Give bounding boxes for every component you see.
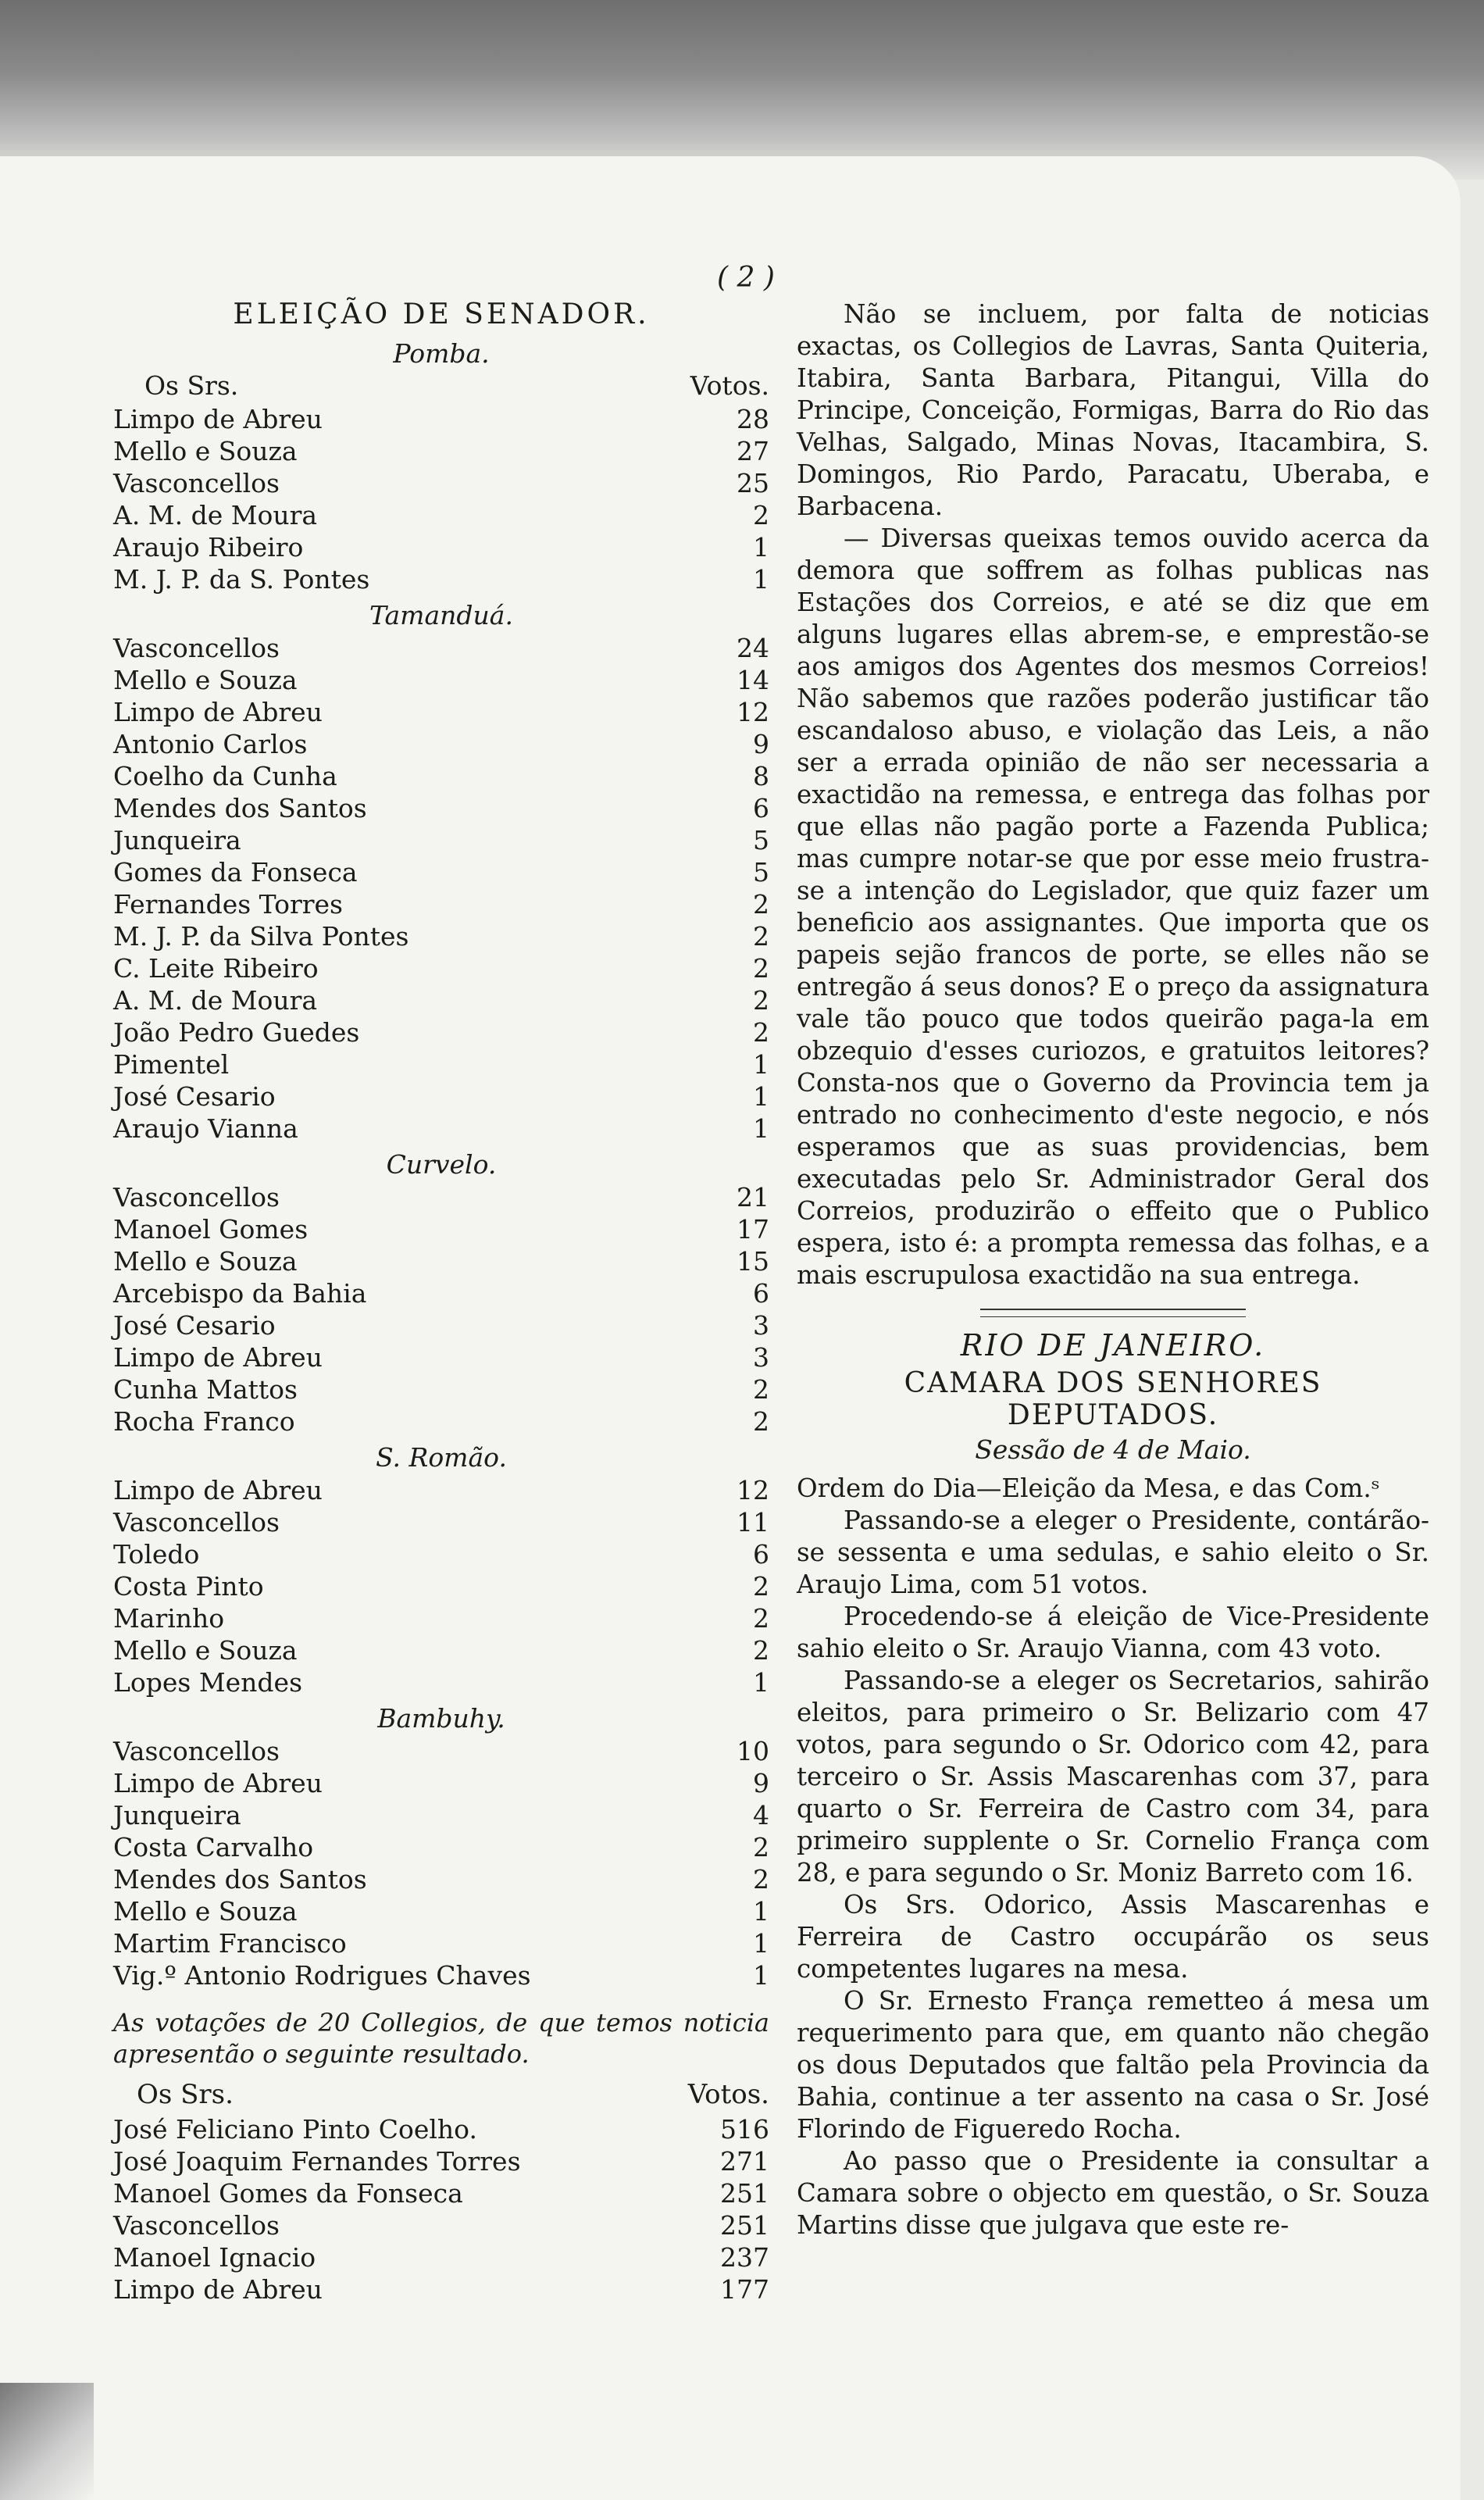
candidate-name: Vasconcellos	[113, 2210, 280, 2241]
vote-row	[113, 1767, 769, 1799]
collegio-heading: S. Romão.	[376, 1442, 507, 1473]
candidate-name: Limpo de Abreu	[113, 1768, 323, 1798]
vote-row	[113, 1341, 769, 1373]
vote-count: 1	[753, 532, 769, 562]
vote-count: 3	[753, 1342, 769, 1373]
candidate-name: Limpo de Abreu	[113, 697, 323, 727]
vote-count: 25	[737, 468, 769, 498]
candidate-name: Vig.º Antonio Rodrigues Chaves	[113, 1960, 531, 1991]
vote-count: 2	[753, 1635, 769, 1666]
vote-row	[113, 1570, 769, 1602]
vote-row	[113, 792, 769, 824]
candidate-name: Limpo de Abreu	[113, 2274, 323, 2305]
candidate-name: Limpo de Abreu	[113, 1475, 323, 1505]
final-os-srs: Os Srs.	[137, 2079, 234, 2110]
vote-count: 2	[753, 1832, 769, 1862]
vote-count: 1	[753, 1049, 769, 1080]
vote-row	[113, 1245, 769, 1277]
left-column	[113, 298, 769, 2305]
scan-background	[0, 0, 1484, 180]
vote-count: 21	[737, 1182, 769, 1212]
vote-count: 12	[737, 697, 769, 727]
candidate-name: Mello e Souza	[113, 1896, 298, 1927]
vote-count: 6	[753, 1539, 769, 1570]
candidate-name: Rocha Franco	[113, 1406, 295, 1437]
vote-count: 2	[753, 953, 769, 984]
election-title: ELEIÇÃO DE SENADOR.	[233, 298, 650, 330]
vote-row	[113, 1602, 769, 1634]
page-edge-shadow	[0, 2383, 94, 2500]
candidate-name: Vasconcellos	[113, 1182, 280, 1212]
vote-count: 6	[753, 1278, 769, 1309]
candidate-name: Mendes dos Santos	[113, 1864, 367, 1895]
vote-count: 28	[737, 404, 769, 434]
vote-row	[113, 1277, 769, 1309]
vote-row	[113, 1666, 769, 1698]
chamber-heading: CAMARA DOS SENHORES DEPUTADOS.	[904, 1367, 1322, 1431]
vote-count: 2	[753, 1406, 769, 1437]
vote-row	[113, 435, 769, 467]
final-results	[113, 2113, 769, 2305]
candidate-name: Mello e Souza	[113, 1635, 298, 1666]
vote-row	[113, 920, 769, 952]
vote-count: 1	[753, 1960, 769, 1991]
paragraph-requerimento: O Sr. Ernesto França remetteo á mesa um requerimento para que, em quanto não chegão os dous Deputados que faltão pela Provincia da Bahia, continue a ter assento na casa o Sr. José Florindo de Figueredo Rocha.	[797, 1986, 1429, 2144]
vote-row	[113, 1405, 769, 1438]
paragraph-consult: Ao passo que o Presidente ia consultar a Camara sobre o objecto em questão, o Sr. Souza Martins disse que julgava que este re-	[797, 2146, 1429, 2240]
vote-count: 2	[753, 985, 769, 1016]
vote-count: 2	[753, 921, 769, 952]
candidate-name: A. M. de Moura	[113, 985, 318, 1016]
final-header	[113, 2079, 769, 2113]
os-srs-label: Os Srs.	[144, 370, 239, 401]
vote-row	[113, 1474, 769, 1506]
vote-row	[113, 984, 769, 1016]
vote-count: 2	[753, 500, 769, 530]
final-vote-row	[113, 2273, 769, 2305]
candidate-name: Arcebispo da Bahia	[113, 1278, 367, 1309]
vote-count: 1	[753, 564, 769, 595]
vote-row	[113, 632, 769, 664]
vote-count: 1	[753, 1928, 769, 1959]
candidate-name: Junqueira	[113, 825, 241, 855]
vote-count: 2	[753, 1603, 769, 1634]
vote-count: 516	[720, 2114, 769, 2145]
vote-count: 12	[737, 1475, 769, 1505]
vote-row	[113, 1016, 769, 1048]
vote-count: 2	[753, 1017, 769, 1048]
candidate-name: José Cesario	[113, 1081, 276, 1112]
vote-row	[113, 1895, 769, 1927]
candidate-name: M. J. P. da S. Pontes	[113, 564, 370, 595]
collegio-heading: Bambuhy.	[377, 1703, 505, 1734]
vote-row	[113, 856, 769, 888]
vote-row	[113, 531, 769, 563]
candidate-name: Fernandes Torres	[113, 889, 343, 920]
vote-count: 237	[720, 2242, 769, 2273]
candidate-name: Vasconcellos	[113, 1507, 280, 1538]
final-vote-row	[113, 2113, 769, 2145]
vote-row	[113, 467, 769, 499]
candidate-name: Antonio Carlos	[113, 729, 308, 759]
vote-count: 11	[737, 1507, 769, 1538]
vote-count: 4	[753, 1800, 769, 1830]
candidate-name: Coelho da Cunha	[113, 761, 337, 791]
vote-count: 271	[720, 2146, 769, 2177]
vote-row	[113, 696, 769, 728]
final-votos: Votos.	[687, 2079, 769, 2110]
vote-row	[113, 1506, 769, 1538]
vote-row	[113, 1799, 769, 1831]
vote-count: 17	[737, 1214, 769, 1245]
vote-row	[113, 563, 769, 595]
vote-count: 9	[753, 729, 769, 759]
vote-count: 2	[753, 1571, 769, 1602]
candidate-name: Marinho	[113, 1603, 225, 1634]
vote-count: 1	[753, 1667, 769, 1698]
vote-count: 6	[753, 793, 769, 823]
candidate-name: M. J. P. da Silva Pontes	[113, 921, 409, 952]
page-number: ( 2 )	[717, 262, 775, 294]
candidate-name: A. M. de Moura	[113, 500, 318, 530]
vote-count: 8	[753, 761, 769, 791]
section-divider	[980, 1309, 1246, 1317]
vote-row	[113, 1309, 769, 1341]
vote-row	[113, 1735, 769, 1767]
vote-row	[113, 403, 769, 435]
candidate-name: Araujo Ribeiro	[113, 532, 304, 562]
vote-count: 3	[753, 1310, 769, 1341]
vote-count: 1	[753, 1081, 769, 1112]
candidate-name: José Feliciano Pinto Coelho.	[113, 2114, 477, 2145]
vote-count: 2	[753, 889, 769, 920]
vote-count: 251	[720, 2178, 769, 2209]
vote-count: 1	[753, 1113, 769, 1144]
paragraph-vice-president: Procedendo-se á eleição de Vice-Presidente sahio eleito o Sr. Araujo Vianna, com 43 voto.	[797, 1602, 1429, 1663]
vote-count: 177	[720, 2274, 769, 2305]
paragraph-secretaries: Passando-se a eleger os Secretarios, sahirão eleitos, para primeiro o Sr. Belizario com 47 votos, para segundo o Sr. Odorico com 42, para terceiro o Sr. Assis Mascarenhas com 37, para quarto o Sr. Ferreira de Castro com 34, para primeiro supplente o Sr. Cornelio França com 28, e para segundo o Sr. Moniz Barreto com 16.	[797, 1666, 1429, 1888]
final-vote-row	[113, 2209, 769, 2241]
vote-count: 24	[737, 633, 769, 663]
collegio-heading: Pomba.	[393, 338, 490, 369]
final-vote-row	[113, 2241, 769, 2273]
vote-count: 2	[753, 1374, 769, 1405]
vote-count: 5	[753, 857, 769, 888]
candidate-name: Pimentel	[113, 1049, 230, 1080]
candidate-name: Araujo Vianna	[113, 1113, 298, 1144]
candidate-name: Junqueira	[113, 1800, 241, 1830]
vote-row	[113, 1080, 769, 1112]
candidate-name: C. Leite Ribeiro	[113, 953, 319, 984]
vote-count: 15	[737, 1246, 769, 1277]
vote-row	[113, 1863, 769, 1895]
final-vote-row	[113, 2145, 769, 2177]
vote-row	[113, 1112, 769, 1145]
candidate-name: Lopes Mendes	[113, 1667, 303, 1698]
vote-row	[113, 888, 769, 920]
vote-row	[113, 824, 769, 856]
votos-label: Votos.	[690, 370, 769, 401]
candidate-name: Mello e Souza	[113, 1246, 298, 1277]
column-header	[113, 370, 769, 403]
vote-count: 27	[737, 436, 769, 466]
candidate-name: Manoel Gomes	[113, 1214, 309, 1245]
vote-count: 14	[737, 665, 769, 695]
vote-count: 1	[753, 1896, 769, 1927]
candidate-name: Vasconcellos	[113, 468, 280, 498]
vote-row	[113, 728, 769, 760]
candidate-name: Vasconcellos	[113, 633, 280, 663]
candidate-name: João Pedro Guedes	[113, 1017, 360, 1048]
election-groups	[113, 338, 769, 1991]
final-vote-row	[113, 2177, 769, 2209]
vote-count: 2	[753, 1864, 769, 1895]
candidate-name: Costa Carvalho	[113, 1832, 314, 1862]
vote-row	[113, 664, 769, 696]
vote-count: 5	[753, 825, 769, 855]
vote-row	[113, 1181, 769, 1213]
results-note: As votações de 20 Collegios, de que temos noticia apresentão o seguinte resultado.	[113, 2008, 769, 2069]
right-column	[797, 298, 1429, 2241]
paragraph-postal-complaints: — Diversas queixas temos ouvido acerca da demora que soffrem as folhas publicas nas Estações dos Correios, e até se diz que em alguns lugares ellas abrem-se, e emprestão-se aos amigos dos Agentes dos mesmos Correios! Não sabemos que razões poderão justificar tão escandaloso abuso, e violação das Leis, a não ser a errada opinião de não ser necessaria a exactidão na remessa, e entrega das folhas por que ellas não pagão porte a Fazenda Publica; mas cumpre notar-se que por esse meio frustra-se a intenção do Legislador, que quiz fazer um beneficio aos assignantes. Que importa que os papeis sejão francos de porte, se elles não se entregão á seus donos? E o preço da assignatura vale tão pouco que todos queirão paga-la em obzequio d'esses curiozos, e gratuitos leitores? Consta-nos que o Governo da Provincia tem ja entrado no conhecimento d'este negocio, e nós esperamos que as suas providencias, bem executadas pelo Sr. Administrador Geral dos Correios, produzirão o effeito que o Publico espera, isto é: a prompta remessa das folhas, e a mais escrupulosa exactidão na sua entrega.	[797, 523, 1429, 1290]
candidate-name: Vasconcellos	[113, 1736, 280, 1766]
vote-row	[113, 1831, 769, 1863]
vote-count: 9	[753, 1768, 769, 1798]
candidate-name: Mello e Souza	[113, 436, 298, 466]
candidate-name: Mendes dos Santos	[113, 793, 367, 823]
candidate-name: Martim Francisco	[113, 1928, 347, 1959]
vote-row	[113, 952, 769, 984]
vote-row	[113, 1048, 769, 1080]
candidate-name: Gomes da Fonseca	[113, 857, 358, 888]
vote-count: 10	[737, 1736, 769, 1766]
collegio-heading: Curvelo.	[386, 1149, 497, 1180]
vote-row	[113, 1634, 769, 1666]
candidate-name: José Joaquim Fernandes Torres	[113, 2146, 521, 2177]
vote-row	[113, 1959, 769, 1991]
candidate-name: Manoel Ignacio	[113, 2242, 316, 2273]
vote-row	[113, 760, 769, 792]
paragraph-president: Passando-se a eleger o Presidente, contárão-se sessenta e uma sedulas, e sahio eleito o Sr. Araujo Lima, com 51 votos.	[797, 1505, 1429, 1599]
candidate-name: Costa Pinto	[113, 1571, 264, 1602]
candidate-name: Limpo de Abreu	[113, 1342, 323, 1373]
candidate-name: José Cesario	[113, 1310, 276, 1341]
vote-row	[113, 1538, 769, 1570]
paragraph-mesa: Os Srs. Odorico, Assis Mascarenhas e Ferreira de Castro occupárão os seus competentes lugares na mesa.	[797, 1890, 1429, 1984]
order-of-day: Ordem do Dia—Eleição da Mesa, e das Com.ˢ	[797, 1473, 1380, 1503]
candidate-name: Mello e Souza	[113, 665, 298, 695]
vote-row	[113, 1213, 769, 1245]
city-heading: RIO DE JANEIRO.	[960, 1328, 1266, 1362]
candidate-name: Limpo de Abreu	[113, 404, 323, 434]
collegio-heading: Tamanduá.	[369, 600, 513, 630]
vote-row	[113, 499, 769, 531]
candidate-name: Manoel Gomes da Fonseca	[113, 2178, 463, 2209]
session-heading: Sessão de 4 de Maio.	[975, 1434, 1251, 1465]
candidate-name: Cunha Mattos	[113, 1374, 298, 1405]
vote-row	[113, 1373, 769, 1405]
vote-count: 251	[720, 2210, 769, 2241]
candidate-name: Toledo	[113, 1539, 200, 1570]
vote-row	[113, 1927, 769, 1959]
paragraph-missing-collegios: Não se incluem, por falta de noticias exactas, os Collegios de Lavras, Santa Quiteria, Itabira, Santa Barbara, Pitangui, Villa do Principe, Conceição, Formigas, Barra do Rio das Velhas, Salgado, Minas Novas, Itacambira, S. Domingos, Rio Pardo, Paracatu, Uberaba, e Barbacena.	[797, 299, 1429, 521]
